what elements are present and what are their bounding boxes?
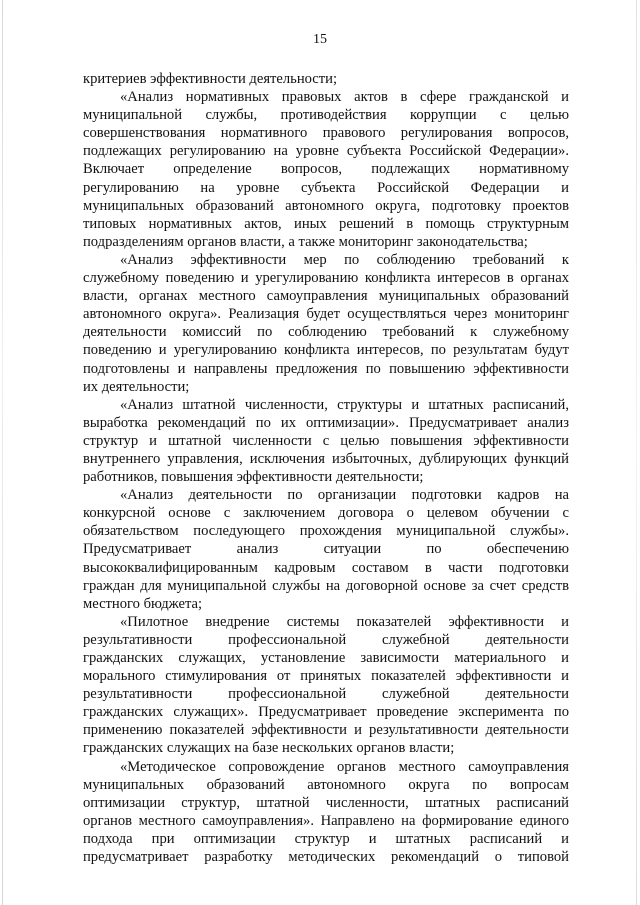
text-line: муниципальных образований автономного округа, подготовку проектов (83, 197, 569, 214)
text-line: конкурсной основе с заключением договора о целевом обучении с (83, 505, 569, 522)
scan-edge-left (2, 0, 3, 905)
text-line: структур и штатной численности с целью повышения эффективности (83, 432, 569, 449)
text-line: гражданских служащих на базе нескольких органов власти; (83, 740, 455, 757)
text-line: совершенствования нормативного правового регулирования вопросов, (83, 125, 569, 142)
text-line: власти, органах местного самоуправления муниципальных образований (83, 288, 569, 305)
text-line: работников, повышения эффективности деятельности; (83, 469, 424, 486)
text-line: гражданских служащих, установление зависимости материального и (83, 650, 569, 666)
text-line: Предусматривает анализ ситуации по обеспечению (83, 541, 569, 558)
text-line: «Анализ нормативных правовых актов в сфере гражданской и (120, 89, 569, 106)
page-number: 15 (313, 32, 327, 47)
text-line: критериев эффективности деятельности; (83, 71, 338, 87)
text-line: служебному поведению и урегулированию конфликта интересов в органах (83, 270, 569, 287)
text-line: подготовлены и направлены предложения по повышению эффективности (83, 360, 569, 377)
text-line: органов местного самоуправления». Направлено на формирование единого (83, 812, 569, 829)
text-line: оптимизации структур, штатной численности, штатных расписаний (83, 794, 569, 811)
text-line: граждан для муниципальной службы на договорной основе за счет средств (83, 577, 569, 594)
text-line: Включает определение вопросов, подлежащих нормативному (83, 161, 569, 178)
text-line: регулированию на уровне субъекта Российской Федерации и (83, 179, 569, 196)
document-body (83, 70, 569, 866)
text-line: типовых нормативных актов, иных решений в помощь структурным (83, 215, 569, 232)
text-line: «Анализ штатной численности, структуры и штатных расписаний, (120, 396, 569, 413)
text-line: «Анализ эффективности мер по соблюдению требований к (120, 251, 569, 268)
text-line: подлежащих регулированию на уровне субъекта Российской Федерации». (83, 143, 569, 160)
text-line: выработка рекомендаций по их оптимизации». Предусматривает анализ (83, 414, 569, 431)
text-line: результативности профессиональной служебной деятельности (83, 631, 569, 648)
text-line: применению показателей эффективности и результативности деятельности (83, 722, 569, 739)
text-line: внутреннего управления, исключения избыточных, дублирующих функций (83, 450, 569, 467)
text-line: «Пилотное внедрение системы показателей эффективности и (120, 613, 569, 630)
text-line: поведению и урегулированию конфликта интересов, по результатам будут (83, 342, 569, 359)
text-line: гражданских служащих». Предусматривает проведение эксперимента по (83, 704, 569, 721)
text-line: результативности профессиональной служебной деятельности (83, 686, 569, 703)
text-line: муниципальных образований автономного округа по вопросам (83, 776, 569, 793)
text-line: высококвалифицированным кадровым составом в части подготовки (83, 559, 569, 576)
scan-edge-right (636, 0, 637, 905)
text-line: морального стимулирования от принятых показателей эффективности и (83, 668, 569, 685)
text-line: подхода при оптимизации структур и штатных расписаний и (83, 830, 569, 847)
text-line: деятельности комиссий по соблюдению требований к служебному (83, 324, 569, 341)
text-line: местного бюджета; (83, 595, 203, 612)
text-line: обязательством последующего прохождения муниципальной службы». (83, 523, 569, 540)
text-line: их деятельности; (83, 378, 190, 395)
text-line: «Методическое сопровождение органов местного самоуправления (120, 758, 569, 775)
text-line: муниципальной службы, противодействия коррупции с целью (83, 107, 569, 124)
text-line: предусматривает разработку методических рекомендаций о типовой (83, 849, 569, 866)
text-line: «Анализ деятельности по организации подготовки кадров на (120, 487, 569, 504)
text-line: подразделениям органов власти, а также мониторинг законодательства; (83, 233, 528, 250)
text-line: автономного округа». Реализация будет осуществляться через мониторинг (83, 306, 569, 323)
